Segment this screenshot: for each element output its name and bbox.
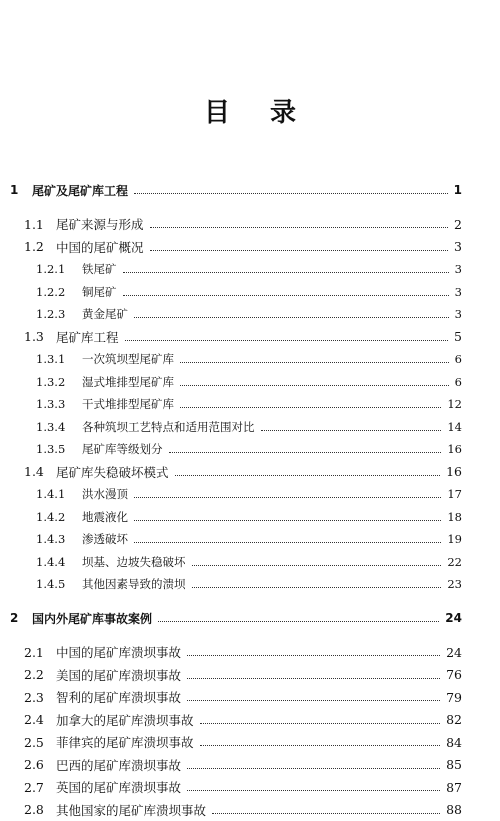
dot-leader (134, 496, 441, 498)
toc-entry-number: 2.5 (24, 734, 44, 750)
toc-entry-label: 尾矿库工程 (56, 329, 119, 345)
toc-entry-number: 1.2 (24, 239, 44, 254)
toc-entry-label: 黄金尾矿 (82, 307, 128, 321)
toc-entry-label: 智利的尾矿库溃坝事故 (56, 690, 182, 705)
toc-entry[interactable] (36, 573, 462, 595)
toc-entry[interactable] (24, 461, 462, 483)
toc-entry-number: 1.2.2 (36, 284, 66, 299)
toc-entry[interactable] (36, 303, 462, 325)
toc-entry-page: 16 (447, 442, 462, 456)
toc-entry[interactable] (36, 528, 462, 550)
dot-leader (123, 271, 449, 273)
toc-entry-label: 铁尾矿 (82, 262, 117, 276)
toc-entry-page: 1 (453, 183, 462, 197)
toc-entry-page: 6 (454, 352, 462, 366)
toc-entry[interactable] (36, 371, 462, 393)
toc-entry-label: 洪水漫顶 (82, 487, 128, 501)
dot-leader (180, 361, 449, 363)
toc-entry-number: 1.3.4 (36, 419, 66, 434)
toc-entry[interactable] (24, 799, 462, 821)
dot-leader (158, 620, 439, 622)
toc-entry-label: 巴西的尾矿库溃坝事故 (56, 757, 182, 773)
toc-entry-number: 1.3 (24, 329, 44, 344)
toc-entry-page: 18 (447, 509, 462, 524)
toc-entry[interactable] (24, 326, 462, 348)
toc-entry-page: 79 (446, 689, 462, 705)
dot-leader (187, 677, 440, 679)
toc-entry-number: 2.2 (24, 667, 44, 682)
dot-leader (125, 339, 449, 341)
toc-entry-page: 22 (447, 554, 462, 569)
toc-entry-number: 1.3.5 (36, 442, 66, 456)
toc-entry-page: 3 (454, 307, 462, 321)
toc-entry-page: 76 (446, 667, 462, 682)
toc-entry-number: 1.2.3 (36, 307, 66, 321)
toc-entry[interactable] (36, 551, 462, 573)
toc-entry-page: 23 (447, 577, 462, 591)
toc-entry-page: 17 (447, 487, 462, 501)
toc-entry[interactable] (24, 731, 462, 753)
dot-leader (261, 429, 442, 431)
toc-entry-page: 19 (447, 532, 462, 546)
dot-leader (150, 249, 449, 251)
toc-entry-page: 3 (454, 284, 462, 299)
toc-entry-page: 24 (445, 611, 462, 625)
toc-entry-number: 2 (10, 611, 19, 625)
toc-entry-number: 2.7 (24, 779, 44, 795)
dot-leader (187, 699, 440, 701)
toc-entry-label: 英国的尾矿库溃坝事故 (56, 780, 182, 795)
toc-entry-number: 1.4.2 (36, 509, 66, 524)
toc-entry[interactable] (36, 281, 462, 303)
toc-entry-page: 14 (447, 419, 462, 434)
dot-leader (212, 812, 440, 814)
toc-entry-label: 国内外尾矿库事故案例 (32, 611, 153, 626)
toc-entry-page: 16 (446, 464, 462, 479)
toc-entry-number: 1.3.2 (36, 374, 66, 389)
toc-entry-label: 尾矿来源与形成 (56, 217, 144, 232)
toc-entry[interactable] (24, 236, 462, 258)
toc-entry[interactable] (10, 607, 462, 629)
dot-leader (150, 226, 449, 228)
toc-entry-number: 2.3 (24, 689, 44, 705)
toc-entry-number: 1.3.1 (36, 352, 66, 366)
toc-entry[interactable] (36, 416, 462, 438)
toc-entry-number: 2.1 (24, 644, 44, 660)
toc-entry-label: 尾矿及尾矿库工程 (32, 183, 129, 198)
toc-entry[interactable] (24, 776, 462, 798)
toc-entry-page: 6 (454, 374, 462, 389)
toc-entry[interactable] (36, 393, 462, 415)
toc-entry-label: 各种筑坝工艺特点和适用范围对比 (82, 419, 255, 434)
toc-entry[interactable] (36, 438, 462, 460)
toc-entry-page: 3 (454, 262, 462, 276)
toc-entry-label: 其他国家的尾矿库溃坝事故 (56, 802, 207, 818)
dot-leader (134, 519, 441, 521)
dot-leader (180, 384, 449, 386)
toc-entry[interactable] (36, 258, 462, 280)
dot-leader (187, 789, 440, 791)
toc-entry-page: 24 (446, 644, 462, 660)
toc-entry-page: 84 (446, 734, 462, 750)
toc-entry[interactable] (24, 709, 462, 731)
toc-entry-page: 85 (446, 757, 462, 772)
toc-entry-number: 2.6 (24, 757, 44, 772)
toc-entry[interactable] (24, 213, 462, 235)
toc-entry-label: 尾矿库等级划分 (82, 442, 163, 456)
toc-entry-label: 美国的尾矿库溃坝事故 (56, 667, 182, 683)
toc-entry-number: 1.1 (24, 216, 44, 232)
toc-entry-label: 尾矿库失稳破坏模式 (56, 464, 169, 480)
dot-leader (192, 586, 442, 588)
dot-leader (180, 406, 441, 408)
toc-entry[interactable] (24, 641, 462, 663)
toc-entry-page: 88 (446, 802, 462, 817)
toc-entry-label: 干式堆排型尾矿库 (82, 397, 174, 411)
dot-leader (175, 474, 441, 476)
toc-entry-page: 2 (454, 216, 462, 232)
toc-entry[interactable] (36, 506, 462, 528)
toc-entry-number: 1.3.3 (36, 397, 66, 411)
toc-entry-number: 1.2.1 (36, 262, 66, 276)
toc-entry-number: 2.4 (24, 712, 44, 727)
dot-leader (200, 722, 441, 724)
toc-entry-page: 3 (454, 239, 462, 254)
toc-entry-number: 2.8 (24, 802, 44, 817)
dot-leader (187, 654, 440, 656)
toc-entry[interactable] (10, 179, 462, 201)
page-title: 目录 (203, 98, 336, 128)
toc-entry-label: 中国的尾矿概况 (56, 239, 144, 255)
dot-leader (169, 451, 442, 453)
toc-entry-number: 1.4.5 (36, 577, 66, 591)
toc-entry-page: 12 (447, 397, 462, 411)
toc-entry[interactable] (24, 754, 462, 776)
toc-entry[interactable] (24, 686, 462, 708)
dot-leader (200, 744, 441, 746)
toc-entry-label: 铜尾矿 (82, 284, 117, 299)
toc-entry-page: 87 (446, 779, 462, 795)
toc-entry-label: 地震液化 (82, 509, 128, 524)
toc-entry-number: 1.4.3 (36, 532, 66, 546)
toc-entry[interactable] (36, 348, 462, 370)
toc-entry-label: 湿式堆排型尾矿库 (82, 374, 174, 389)
dot-leader (134, 192, 448, 194)
dot-leader (123, 294, 449, 296)
toc-entry-label: 其他因素导致的溃坝 (82, 577, 186, 591)
toc-entry-label: 渗透破坏 (82, 532, 128, 546)
dot-leader (134, 316, 449, 318)
toc-entry-label: 中国的尾矿库溃坝事故 (56, 645, 182, 660)
toc-entry-label: 加拿大的尾矿库溃坝事故 (56, 712, 194, 728)
toc-entry[interactable] (24, 664, 462, 686)
dot-leader (192, 564, 442, 566)
toc-entry-page: 5 (454, 329, 462, 344)
toc-entry-number: 1.4 (24, 464, 44, 479)
toc-entry[interactable] (36, 483, 462, 505)
toc-entry-label: 坝基、边坡失稳破坏 (82, 554, 186, 569)
toc-entry-number: 1 (10, 183, 19, 197)
toc-entry-label: 一次筑坝型尾矿库 (82, 352, 174, 366)
toc-entry-label: 菲律宾的尾矿库溃坝事故 (56, 735, 194, 750)
toc-entry-number: 1.4.4 (36, 554, 66, 569)
dot-leader (134, 541, 441, 543)
toc-entry-page: 82 (446, 712, 462, 727)
toc-entry-number: 1.4.1 (36, 487, 66, 501)
